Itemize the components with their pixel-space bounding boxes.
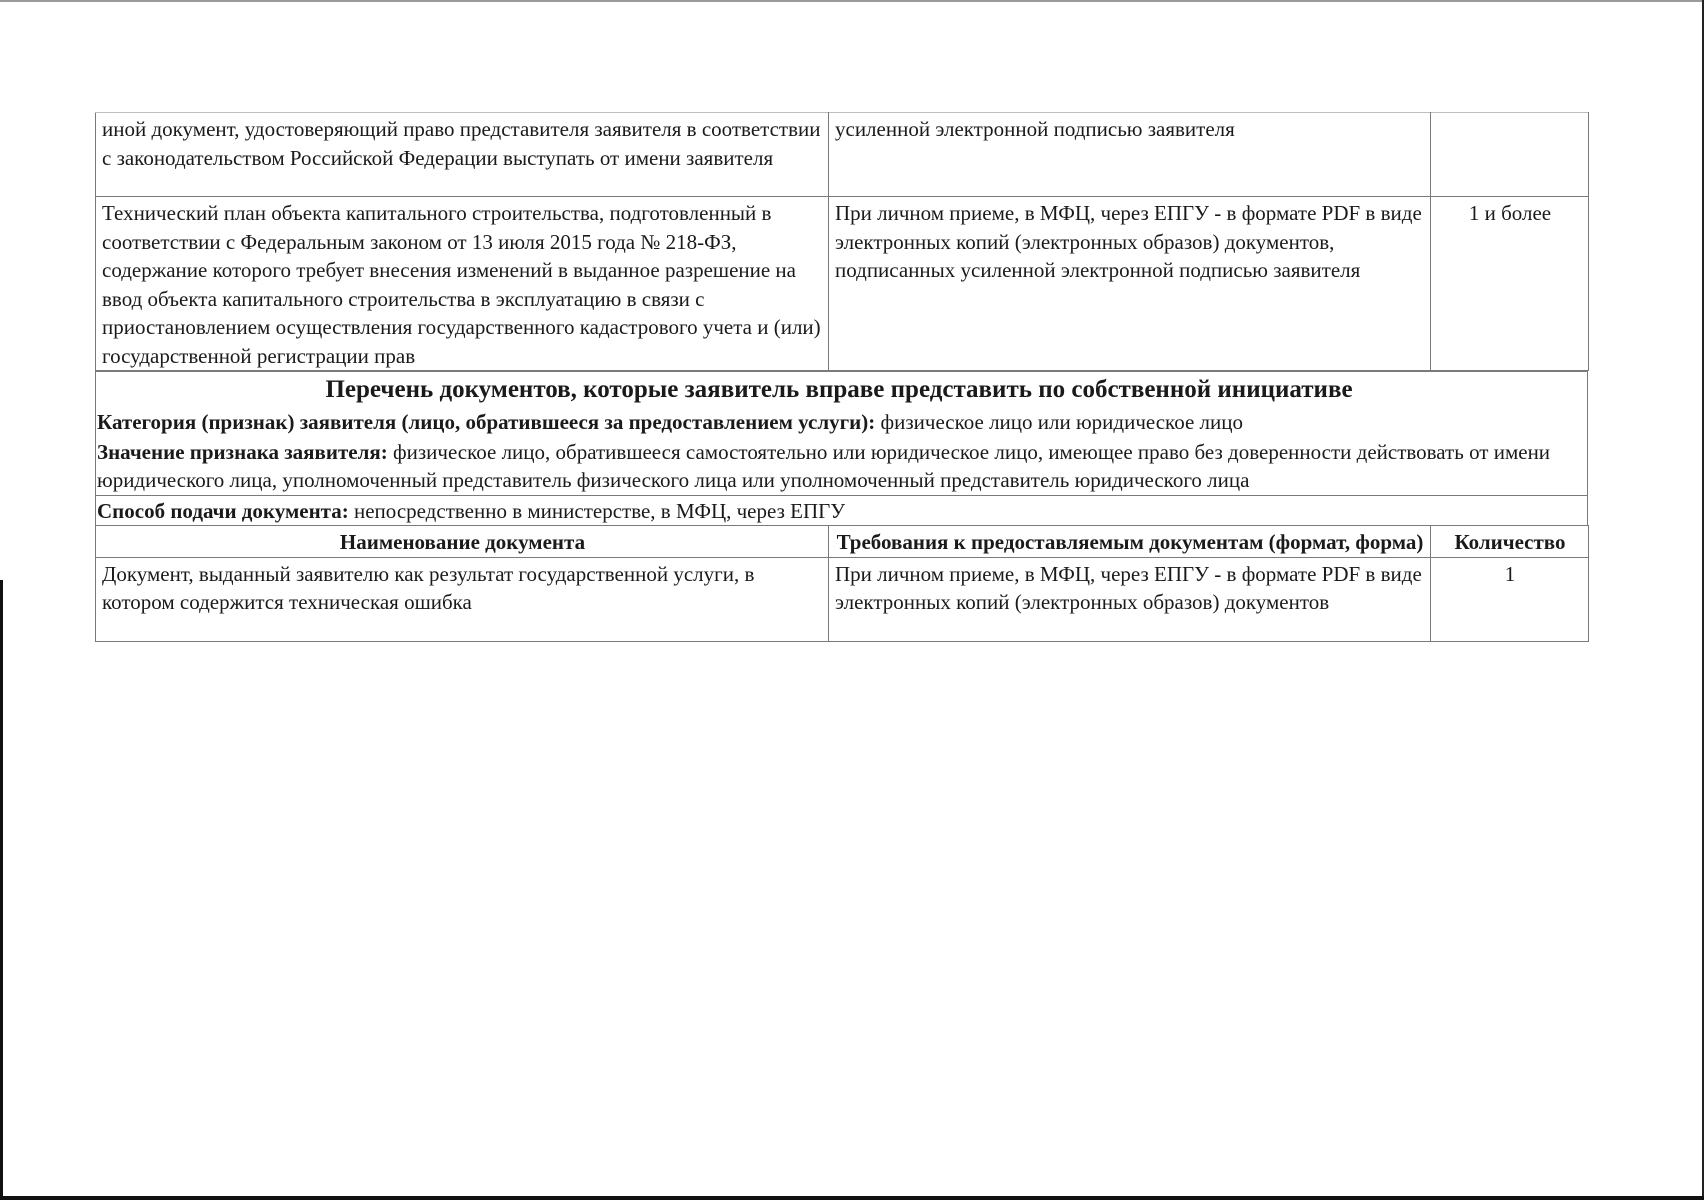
table-header-row [96,526,1589,558]
table-row [96,113,1589,197]
submission-method-label: Способ подачи документа: [97,498,349,523]
initiative-documents-table [95,525,1589,642]
applicant-category-value: физическое лицо или юридическое лицо [880,410,1243,434]
submission-method [95,495,1588,526]
document-quantity-cell: 1 и более [1431,197,1589,371]
table-row [96,557,1589,641]
scan-edge-top [0,0,1704,2]
header-document-name: Наименование документа [96,526,829,558]
section-title: Перечень документов, которые заявитель вправе представить по собственной инициативе [95,371,1588,407]
submission-method-value: непосредственно в министерстве, в МФЦ, через ЕПГУ [354,498,846,523]
applicant-category-label: Категория (признак) заявителя (лицо, обратившееся за предоставлением услуги): [97,410,876,434]
header-requirements: Требования к предоставляемым документам (формат, форма) [829,526,1431,558]
document-quantity-cell: 1 [1431,557,1589,641]
applicant-attribute-label: Значение признака заявителя: [97,439,388,464]
document-name-cell: Технический план объекта капитального строительства, подготовленный в соответствии с Федеральным законом от 13 июля 2015 года № 218-ФЗ, содержание которого требует внесения изменений в выданное разрешение на ввод объекта капитального строительства в эксплуатацию в связи с приостановлением осуществления государственного кадастрового учета и (или) государственной регистрации прав [96,197,829,371]
document-name-cell: Документ, выданный заявителю как результат государственной услуги, в котором содержится техническая ошибка [96,557,829,641]
document-requirements-cell: При личном приеме, в МФЦ, через ЕПГУ - в формате PDF в виде электронных копий (электронных образов) документов [829,557,1431,641]
applicant-category [95,407,1588,437]
scan-edge-bottom [0,1196,1704,1200]
document-page [95,112,1588,642]
document-requirements-cell: усиленной электронной подписью заявителя [829,113,1431,197]
applicant-attribute [95,437,1588,495]
document-name-cell: иной документ, удостоверяющий право представителя заявителя в соответствии с законодательством Российской Федерации выступать от имени заявителя [96,113,829,197]
documents-table-continued [95,112,1589,371]
document-quantity-cell [1431,113,1589,197]
table-row [96,197,1589,371]
applicant-attribute-value: физическое лицо, обратившееся самостоятельно или юридическое лицо, имеющее право без доверенности действовать от имени юридического лица, уполномоченный представитель физического лица или уполномоченный представитель юридического лица [97,439,1551,492]
header-quantity: Количество [1431,526,1589,558]
document-requirements-cell: При личном приеме, в МФЦ, через ЕПГУ - в формате PDF в виде электронных копий (электронных образов) документов, подписанных усиленной электронной подписью заявителя [829,197,1431,371]
scan-edge-left [0,580,3,1200]
